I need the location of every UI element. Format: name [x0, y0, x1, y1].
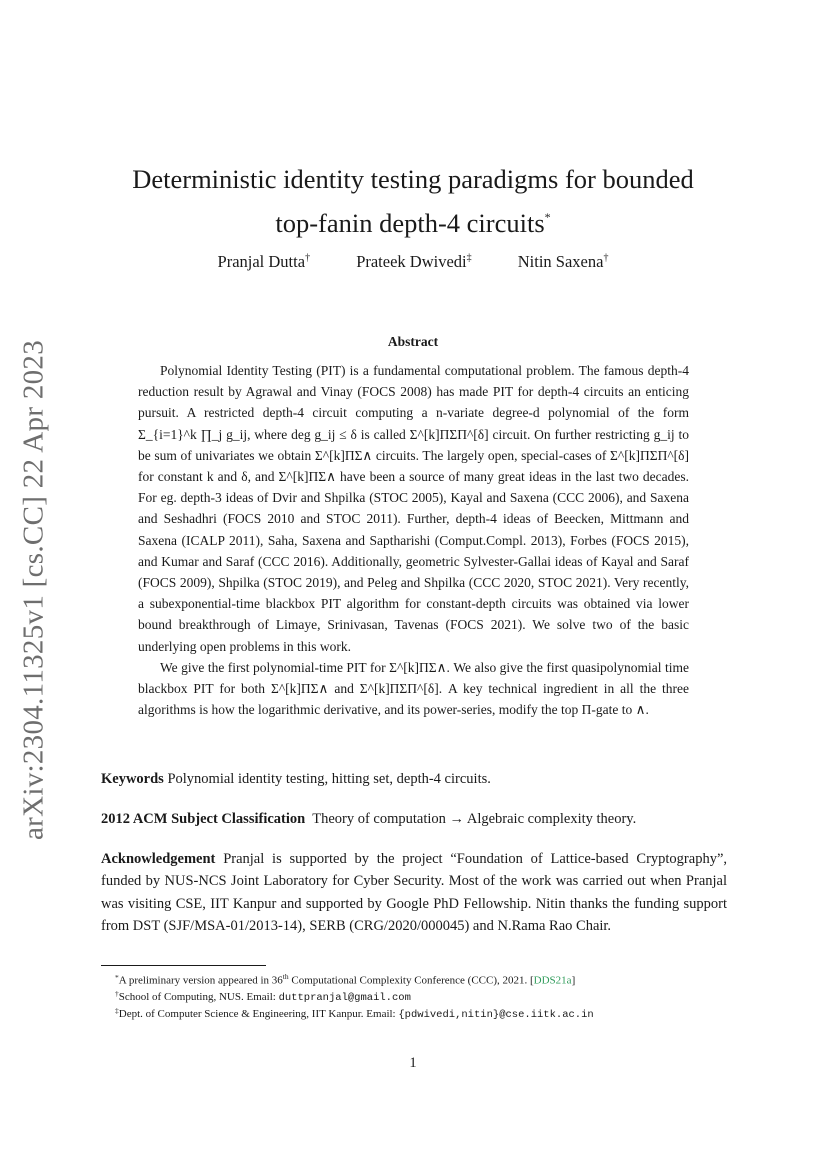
citation-link[interactable]: DDS21a	[533, 974, 572, 987]
footnote-text: Computational Complexity Conference (CCC), 2021. [	[288, 974, 534, 987]
author-name: Nitin Saxena	[517, 252, 604, 271]
acm-text: Theory of computation → Algebraic complexity theory.	[312, 811, 637, 827]
email-address[interactable]: duttpranjal@gmail.com	[278, 992, 411, 1004]
footnote-mark: †	[115, 989, 119, 998]
acm-label: 2012 ACM Subject Classification	[101, 811, 306, 827]
keywords-section	[101, 768, 727, 790]
footnote-ordinal: th	[282, 972, 289, 981]
footnote-text: School of Computing, NUS. Email:	[118, 991, 279, 1003]
title-footnote-mark: *	[544, 210, 551, 224]
author	[518, 252, 609, 272]
acknowledgement-label: Acknowledgement	[101, 851, 216, 867]
keywords-text: Polynomial identity testing, hitting set, depth-4 circuits.	[167, 771, 491, 787]
footnote-text: Dept. of Computer Science & Engineering, IIT Kanpur. Email:	[118, 1008, 399, 1020]
arxiv-id: arXiv:2304.11325v1 [cs.CC] 22 Apr 2023	[17, 339, 50, 841]
acknowledgement-section	[101, 848, 727, 938]
arxiv-sidebar-stamp	[4, 330, 64, 850]
acm-classification-section	[101, 808, 727, 830]
author-name: Pranjal Dutta	[217, 252, 306, 271]
abstract-heading: Abstract	[387, 334, 439, 349]
keywords-label: Keywords	[101, 771, 164, 787]
footnote-divider	[101, 965, 266, 966]
email-address[interactable]: {pdwivedi,nitin}@cse.iitk.ac.in	[398, 1009, 594, 1021]
author-list	[100, 252, 726, 272]
author	[218, 252, 311, 272]
footnote-mark: *	[115, 972, 119, 982]
author-mark: ‡	[466, 252, 472, 264]
author-mark: †	[603, 252, 609, 264]
author-name: Prateek Dwivedi	[356, 252, 467, 271]
footnote-mark: ‡	[115, 1006, 119, 1015]
abstract-body	[138, 360, 689, 720]
page-number: 1	[409, 1055, 417, 1071]
paper-title	[100, 160, 726, 242]
author-mark: †	[305, 252, 311, 264]
acknowledgement-text: Pranjal is supported by the project “Foundation of Lattice-based Cryptography”, funded by NUS-NCS Joint Laboratory for Cyber Security. Most of the work was carried out when Pranjal was visiting CSE, IIT Kanpur and supported by Google PhD Fellowship. Nitin thanks the funding support from DST (SJF/MSA-01/2013-14), SERB (CRG/2020/000045) and N.Rama Rao Chair.	[101, 851, 728, 935]
abstract-paragraph-2: We give the first polynomial-time PIT for Σ^[k]ΠΣ∧. We also give the first quasipolynomial time blackbox PIT for both Σ^[k]ΠΣ∧ and Σ^[k]ΠΣΠ^[δ]. A key technical ingredient in all the three algorithms is how the logarithmic derivative, and its power-series, modify the top Π-gate to ∧.	[138, 659, 689, 718]
footnote-text: A preliminary version appeared in 36	[118, 974, 283, 987]
abstract-paragraph-1: Polynomial Identity Testing (PIT) is a fundamental computational problem. The famous depth-4 reduction result by Agrawal and Vinay (FOCS 2008) has made PIT for depth-4 circuits an enticing pursuit. A restricted depth-4 circuit computing a n-variate degree-d polynomial of the form Σ_{i=1}^k ∏_j g_ij, where deg g_ij ≤ δ is called Σ^[k]ΠΣΠ^[δ] circuit. On further restricting g_ij to be sum of univariates we obtain Σ^[k]ΠΣ∧ circuits. The largely open, special-cases of Σ^[k]ΠΣΠ^[δ] for constant k and δ, and Σ^[k]ΠΣ∧ have been a source of many great ideas in the last two decades. For eg. depth-3 ideas of Dvir and Shpilka (STOC 2005), Kayal and Saxena (CCC 2006), and Saxena and Seshadhri (FOCS 2010 and STOC 2011). Further, depth-4 ideas of Beecken, Mittmann and Saxena (ICALP 2011), Saha, Saxena and Saptharishi (Comput.Compl. 2013), Forbes (FOCS 2015), and Kumar and Saraf (CCC 2016). Additionally, geometric Sylvester-Gallai ideas of Kayal and Saraf (FOCS 2009), Shpilka (STOC 2019), and Peleg and Shpilka (CCC 2020, STOC 2021). Very recently, a subexponential-time blackbox PIT algorithm for constant-depth circuits was obtained via lower bound breakthrough of Limaye, Srinivasan, Tavenas (FOCS 2021). We solve two of the basic underlying open problems in this work.	[138, 363, 689, 654]
title-line-2: top-fanin depth-4 circuits	[275, 208, 545, 238]
footnote-text: ]	[571, 974, 576, 987]
footnote	[101, 1003, 727, 1024]
title-line-1: Deterministic identity testing paradigms for bounded	[132, 164, 694, 194]
author	[356, 252, 471, 272]
